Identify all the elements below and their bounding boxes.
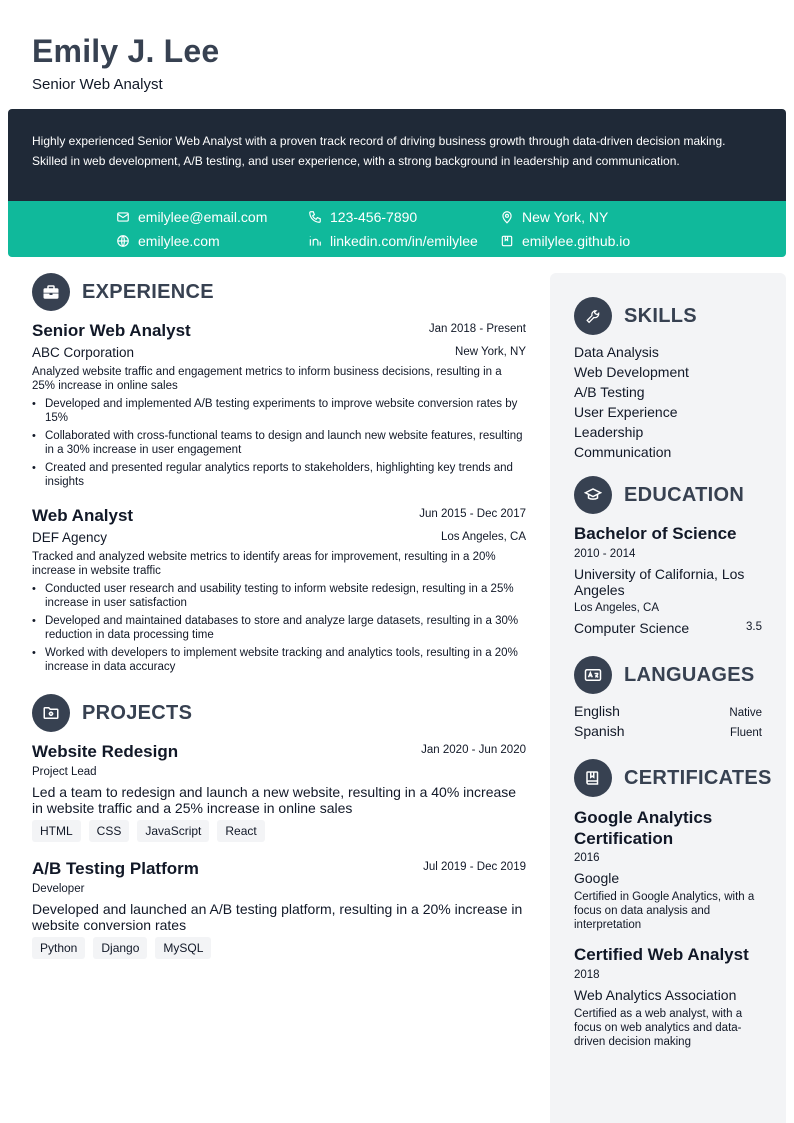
job-bullets: [32, 582, 526, 678]
certificates-title: CERTIFICATES: [624, 766, 772, 789]
candidate-name: Emily J. Lee: [32, 33, 220, 69]
job-summary: Tracked and analyzed website metrics to identify areas for improvement, resulting in a 20% increase in website traffic: [32, 551, 496, 577]
project-tags: [32, 937, 219, 959]
mail-icon: [116, 210, 130, 224]
cert-description: Certified as a web analyst, with a focus on web analytics and data-driven decision making: [574, 1008, 743, 1048]
cert-issuer: Google: [574, 870, 620, 886]
tech-tag: Python: [32, 937, 85, 959]
job-bullet: • Developed and maintained databases to store and analyze large datasets, resulting in a 30% reduction in data processing time: [32, 614, 526, 642]
wrench-icon: [574, 297, 612, 335]
contact-phone-text: 123-456-7890: [330, 209, 418, 225]
contact-location: [500, 207, 608, 227]
tech-tag: JavaScript: [137, 820, 209, 842]
project-dates: Jul 2019 - Dec 2019: [423, 861, 526, 873]
edu-degree: Bachelor of Science: [574, 524, 737, 543]
language-level: Native: [729, 707, 762, 719]
experience-heading: [32, 273, 214, 311]
contact-email[interactable]: [116, 207, 267, 227]
contact-phone[interactable]: [308, 207, 417, 227]
cert-year: 2016: [574, 852, 600, 864]
language-row: [574, 703, 762, 719]
skill-item: Web Development: [574, 364, 689, 380]
language-level: Fluent: [730, 727, 762, 739]
skill-item: Leadership: [574, 424, 644, 440]
languages-title: LANGUAGES: [624, 663, 755, 686]
job-bullets: [32, 397, 526, 493]
book-icon: [574, 759, 612, 797]
cert-name: Certified Web Analyst: [574, 945, 749, 964]
job-location: New York, NY: [455, 346, 526, 358]
edu-school: University of California, Los Angeles: [574, 566, 745, 598]
contact-location-text: New York, NY: [522, 209, 609, 225]
edu-gpa: 3.5: [746, 621, 762, 633]
skills-title: SKILLS: [624, 304, 697, 327]
job-title: Senior Web Analyst: [32, 321, 191, 340]
candidate-title: Senior Web Analyst: [32, 76, 163, 93]
cert-name: Google Analytics Certification: [574, 808, 713, 848]
job-title: Web Analyst: [32, 506, 134, 525]
project-role: Project Lead: [32, 766, 97, 778]
project-description: Developed and launched an A/B testing platform, resulting in a 20% increase in website conversion rates: [32, 901, 523, 933]
skills-list: [574, 342, 689, 462]
job-bullet: • Developed and implemented A/B testing experiments to improve website conversion rates by 15%: [32, 397, 526, 425]
map-pin-icon: [500, 210, 514, 224]
translate-icon: [574, 656, 612, 694]
folder-icon: [32, 694, 70, 732]
skills-heading: [574, 297, 697, 335]
project-role: Developer: [32, 883, 85, 895]
tech-tag: Django: [93, 937, 147, 959]
cert-issuer: Web Analytics Association: [574, 987, 737, 1003]
briefcase-icon: [32, 273, 70, 311]
job-bullet: • Conducted user research and usability testing to inform website redesign, resulting in a 25% increase in user satisfaction: [32, 582, 526, 610]
graduation-cap-icon: [574, 476, 612, 514]
resume-header: [32, 32, 219, 93]
education-title: EDUCATION: [624, 483, 745, 506]
job-company: ABC Corporation: [32, 345, 135, 360]
job-dates: Jun 2015 - Dec 2017: [419, 508, 526, 520]
job-company: DEF Agency: [32, 530, 108, 545]
project-name: A/B Testing Platform: [32, 859, 199, 878]
contact-website[interactable]: [116, 231, 220, 251]
skill-item: Communication: [574, 444, 672, 460]
job-summary: Analyzed website traffic and engagement metrics to inform business decisions, resulting in a 25% increase in online sales: [32, 366, 502, 392]
contact-github-text: emilylee.github.io: [522, 233, 631, 249]
skill-item: Data Analysis: [574, 344, 659, 360]
edu-location: Los Angeles, CA: [574, 602, 660, 614]
project-name: Website Redesign: [32, 742, 179, 761]
skill-item: User Experience: [574, 404, 678, 420]
language-row: [574, 723, 762, 739]
contact-linkedin-text: linkedin.com/in/emilylee: [330, 233, 478, 249]
job-bullet: • Created and presented regular analytics reports to stakeholders, highlighting key trends and insights: [32, 461, 526, 489]
experience-title: EXPERIENCE: [82, 280, 214, 303]
globe-icon: [116, 234, 130, 248]
bookmark-square-icon: [500, 234, 514, 248]
job-bullet: • Collaborated with cross-functional teams to design and launch new website features, resulting in a 30% increase in user engagement: [32, 429, 526, 457]
education-heading: [574, 476, 744, 514]
contact-email-text: emilylee@email.com: [138, 209, 268, 225]
projects-title: PROJECTS: [82, 701, 193, 724]
project-tags: [32, 820, 273, 842]
project-description: Led a team to redesign and launch a new website, resulting in a 40% increase in website traffic and a 25% increase in online sales: [32, 784, 517, 816]
cert-description: Certified in Google Analytics, with a focus on data analysis and interpretation: [574, 891, 755, 931]
tech-tag: CSS: [89, 820, 130, 842]
certificates-heading: [574, 759, 772, 797]
language-name: Spanish: [574, 723, 625, 739]
summary-section: [8, 109, 786, 201]
linkedin-icon: [308, 234, 322, 248]
job-bullet: • Worked with developers to implement website tracking and analytics tools, resulting in a 20% increase in data accuracy: [32, 646, 526, 674]
cert-year: 2018: [574, 969, 600, 981]
project-dates: Jan 2020 - Jun 2020: [421, 744, 526, 756]
summary-text: Highly experienced Senior Web Analyst with a proven track record of driving business growth through data-driven decision making. Skilled in web development, A/B testing, and user experience, with a strong background in leadership and communication.: [32, 134, 726, 168]
job-location: Los Angeles, CA: [440, 531, 526, 543]
edu-field: Computer Science: [574, 620, 690, 636]
tech-tag: MySQL: [155, 937, 211, 959]
phone-icon: [308, 210, 322, 224]
language-name: English: [574, 703, 620, 719]
contact-github[interactable]: [500, 231, 630, 251]
languages-heading: [574, 656, 754, 694]
edu-years: 2010 - 2014: [574, 548, 636, 560]
skill-item: A/B Testing: [574, 384, 645, 400]
job-dates: Jan 2018 - Present: [428, 323, 526, 335]
contact-bar: [8, 201, 786, 257]
projects-heading: [32, 694, 192, 732]
contact-website-text: emilylee.com: [138, 233, 220, 249]
tech-tag: React: [217, 820, 264, 842]
contact-linkedin[interactable]: [308, 231, 478, 251]
tech-tag: HTML: [32, 820, 81, 842]
